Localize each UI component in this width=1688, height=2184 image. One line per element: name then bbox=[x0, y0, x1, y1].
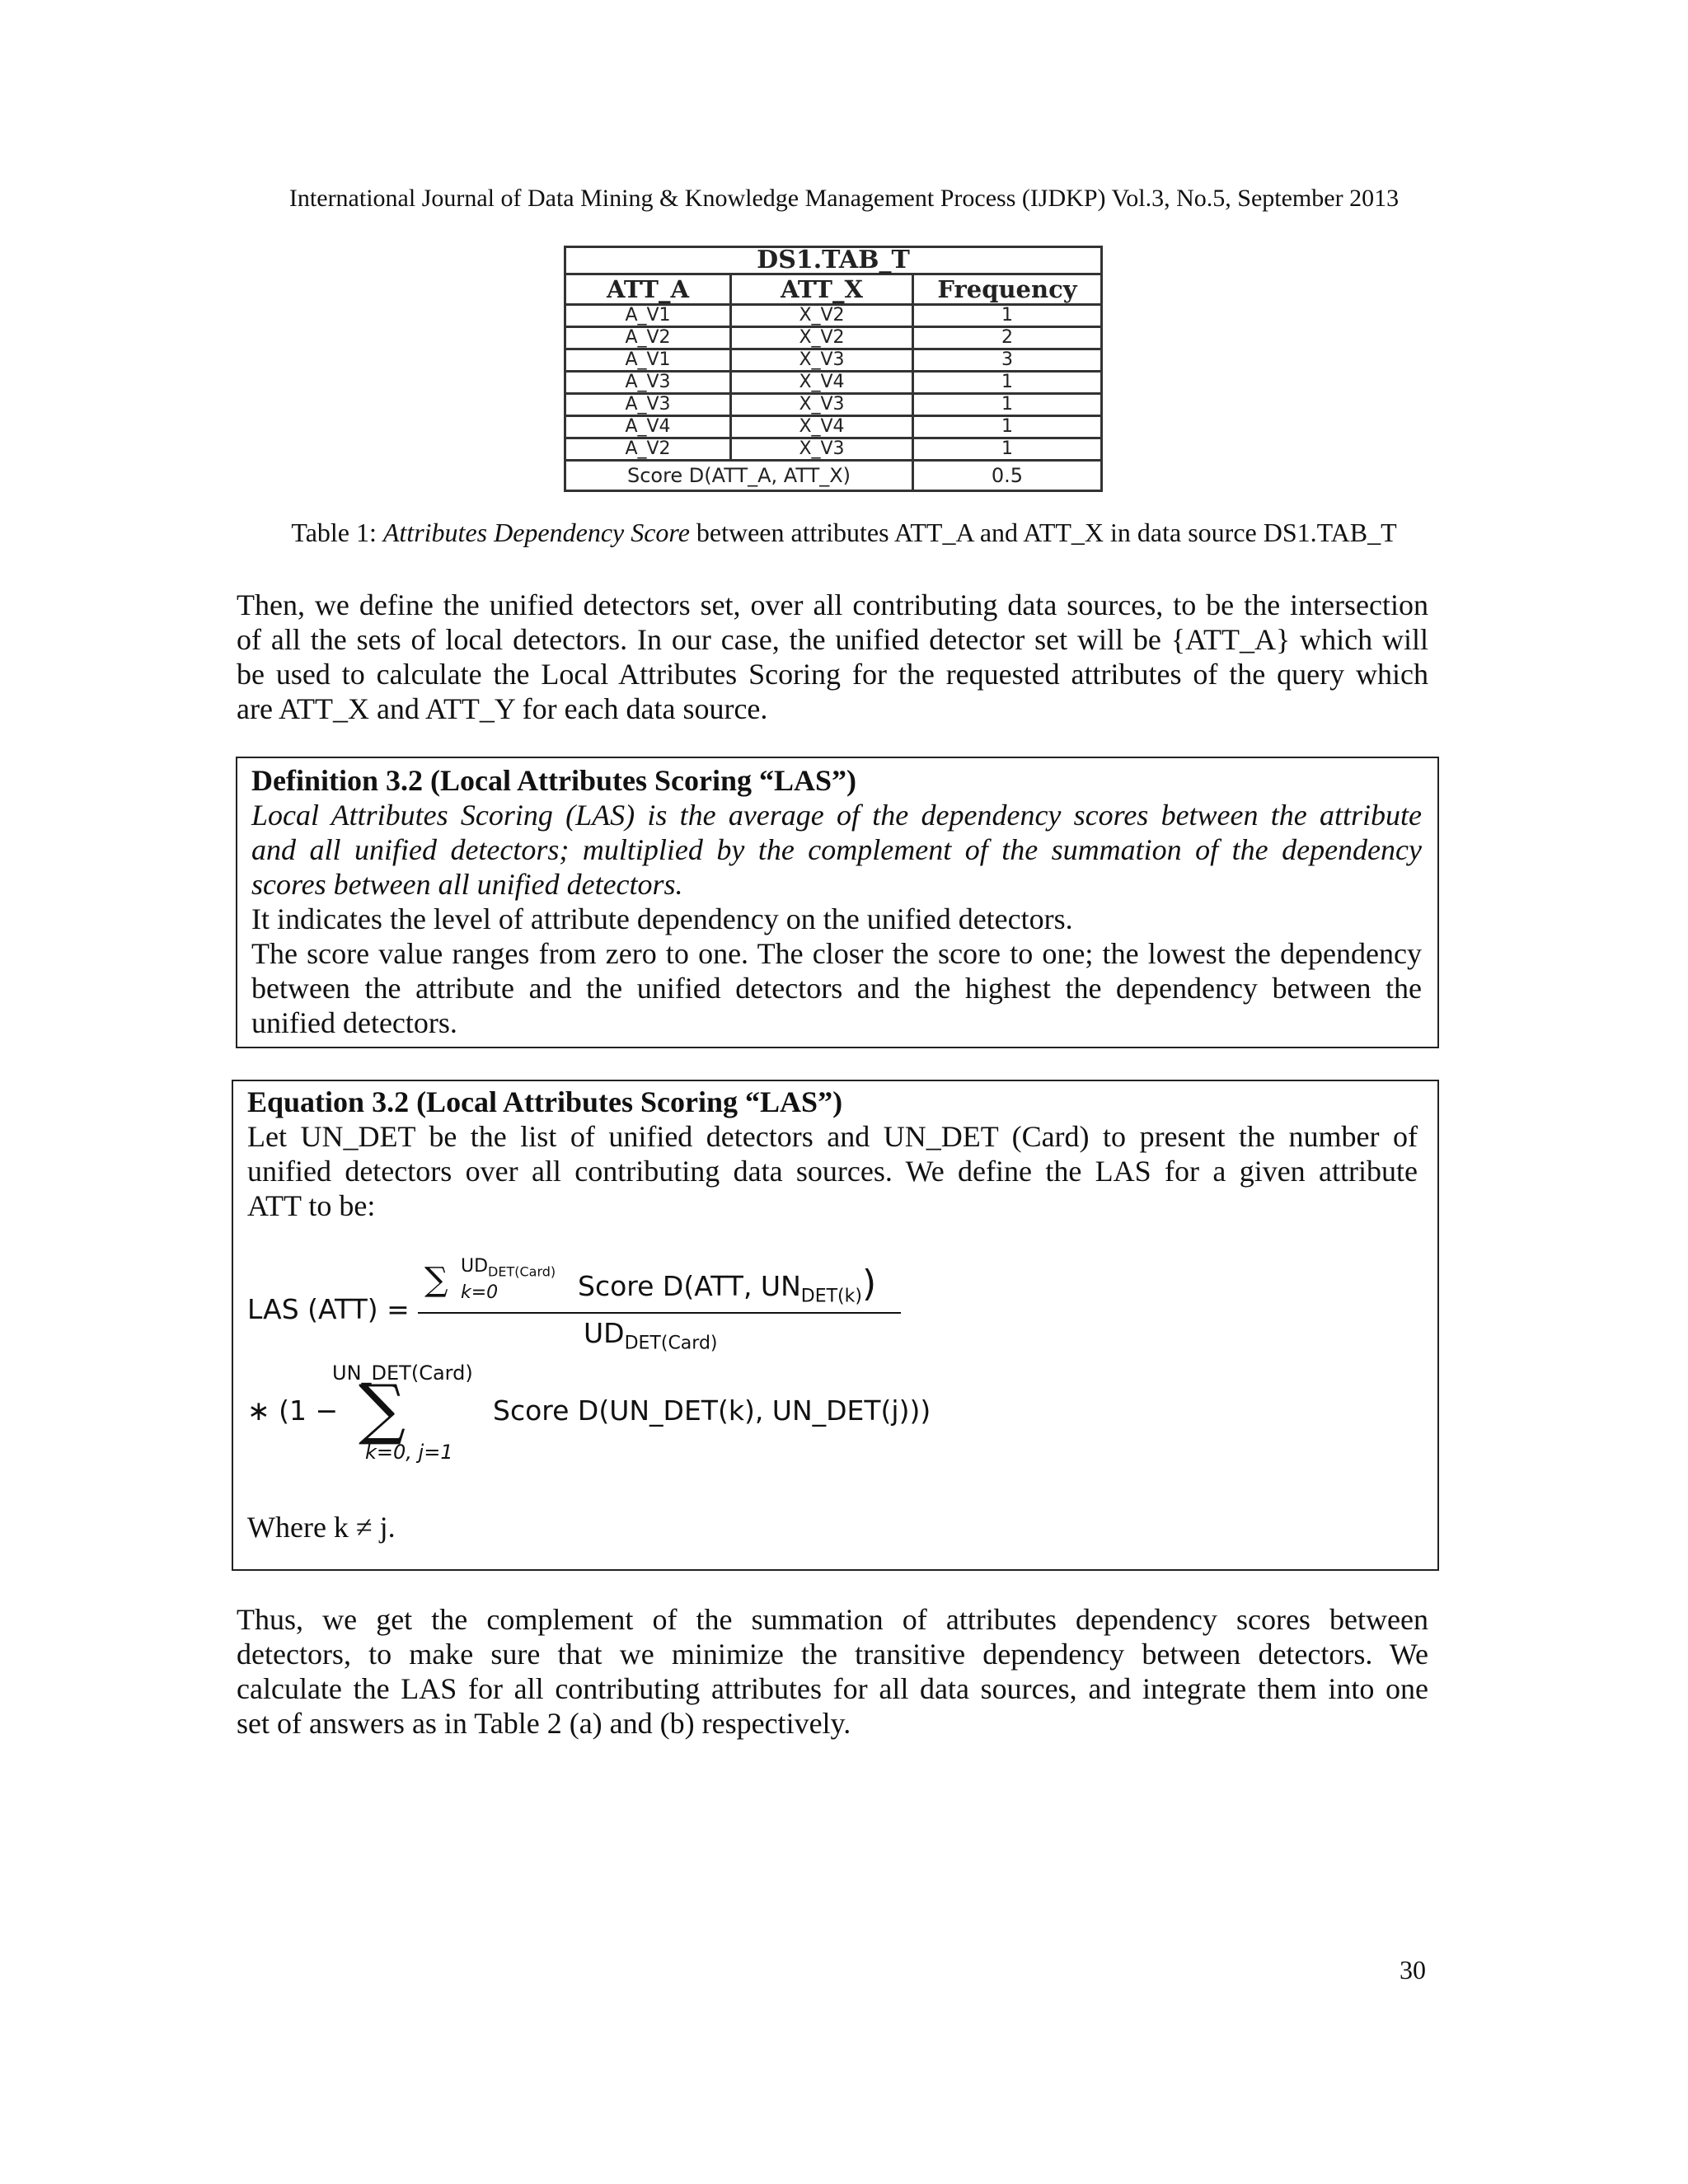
sum-icon: ∑ bbox=[359, 1371, 406, 1447]
text-line: detectors, to make sure that we minimize the transitive dependency between detectors. We bbox=[237, 1638, 1428, 1671]
definition-title: Definition 3.2 (Local Attributes Scoring “LAS”) bbox=[251, 764, 856, 797]
cell: X_V3 bbox=[731, 349, 913, 372]
cell: A_V3 bbox=[565, 394, 731, 416]
cell: 1 bbox=[913, 372, 1102, 394]
table-1 bbox=[564, 246, 1103, 492]
text-line: calculate the LAS for all contributing attributes for all data sources, and integrate them into one bbox=[237, 1672, 1428, 1705]
text-line: Thus, we get the complement of the summation of attributes dependency scores between bbox=[237, 1603, 1428, 1636]
cell: X_V3 bbox=[731, 394, 913, 416]
table-row bbox=[565, 416, 1102, 438]
text-line: Then, we define the unified detectors set, over all contributing data sources, to be the intersection bbox=[237, 588, 1428, 621]
where-clause: Where k ≠ j. bbox=[247, 1511, 396, 1544]
text-line: set of answers as in Table 2 (a) and (b) respectively. bbox=[237, 1707, 851, 1740]
definition-italic-line: Local Attributes Scoring (LAS) is the average of the dependency scores between the attribute bbox=[251, 799, 1422, 832]
cell: X_V3 bbox=[731, 438, 913, 461]
table-title: DS1.TAB_T bbox=[565, 247, 1102, 274]
cell: A_V4 bbox=[565, 416, 731, 438]
cell: A_V1 bbox=[565, 349, 731, 372]
equation-box bbox=[232, 1080, 1439, 1571]
cell: 2 bbox=[913, 327, 1102, 349]
cell: A_V1 bbox=[565, 305, 731, 327]
sum2-upper: UN_DET(Card) bbox=[332, 1361, 473, 1385]
numerator-term bbox=[578, 1263, 876, 1307]
equation-line: ATT to be: bbox=[247, 1189, 376, 1222]
cell: X_V2 bbox=[731, 327, 913, 349]
numerator-text: Score D(ATT, UN bbox=[578, 1270, 801, 1302]
denominator-sub: DET(Card) bbox=[624, 1333, 718, 1354]
table-caption bbox=[0, 518, 1688, 548]
definition-italic-line: and all unified detectors; multiplied by the complement of the summation of the dependency bbox=[251, 833, 1422, 866]
text-line: be used to calculate the Local Attributes Scoring for the requested attributes of the query which bbox=[237, 658, 1428, 691]
score-value: 0.5 bbox=[913, 461, 1102, 491]
table-row bbox=[565, 349, 1102, 372]
caption-suffix: between attributes ATT_A and ATT_X in data source DS1.TAB_T bbox=[689, 518, 1397, 547]
caption-prefix: Table 1: bbox=[291, 518, 383, 547]
equation-line: unified detectors over all contributing data sources. We define the LAS for a given attribute bbox=[247, 1155, 1418, 1188]
column-header-att-a: ATT_A bbox=[565, 274, 731, 305]
score-row bbox=[565, 461, 1102, 491]
text-line: are ATT_X and ATT_Y for each data source. bbox=[237, 692, 768, 725]
table-row bbox=[565, 305, 1102, 327]
text-line: of all the sets of local detectors. In our case, the unified detector set will be {ATT_A} which will bbox=[237, 623, 1428, 656]
cell: X_V2 bbox=[731, 305, 913, 327]
fraction-denominator bbox=[584, 1317, 718, 1354]
sum-icon: ∑ bbox=[424, 1261, 448, 1299]
equation-lhs: LAS (ATT) = bbox=[247, 1293, 410, 1325]
dependency-table bbox=[564, 246, 1103, 492]
sum1-upper-text: UD bbox=[461, 1256, 489, 1277]
numerator-close: ) bbox=[861, 1263, 877, 1305]
cell: 1 bbox=[913, 394, 1102, 416]
paragraph-2 bbox=[237, 1602, 1428, 1741]
table-row bbox=[565, 327, 1102, 349]
definition-line: The score value ranges from zero to one. The closer the score to one; the lowest the dependency bbox=[251, 937, 1422, 970]
definition-line: between the attribute and the unified detectors and the highest the dependency between the bbox=[251, 972, 1422, 1005]
table-row bbox=[565, 394, 1102, 416]
equation-title: Equation 3.2 (Local Attributes Scoring “LAS”) bbox=[247, 1085, 843, 1118]
score-label: Score D(ATT_A, ATT_X) bbox=[565, 461, 913, 491]
definition-line: unified detectors. bbox=[251, 1006, 457, 1039]
numerator-sub: DET(k) bbox=[800, 1286, 862, 1307]
sum1-upper-sub: DET(Card) bbox=[488, 1263, 556, 1280]
definition-line: It indicates the level of attribute dependency on the unified detectors. bbox=[251, 902, 1073, 935]
sum1-upper bbox=[461, 1256, 556, 1279]
cell: 3 bbox=[913, 349, 1102, 372]
cell: X_V4 bbox=[731, 372, 913, 394]
journal-header: International Journal of Data Mining & Knowledge Management Process (IJDKP) Vol.3, No.5, September 2013 bbox=[288, 185, 1400, 212]
denominator-text: UD bbox=[584, 1317, 625, 1349]
table-row bbox=[565, 372, 1102, 394]
paragraph-1 bbox=[237, 588, 1428, 726]
cell: 1 bbox=[913, 416, 1102, 438]
definition-box bbox=[236, 757, 1439, 1048]
sum1-lower: k=0 bbox=[461, 1282, 499, 1303]
cell: A_V2 bbox=[565, 327, 731, 349]
caption-italic: Attributes Dependency Score bbox=[382, 518, 690, 547]
fraction-numerator bbox=[424, 1256, 1135, 1307]
line2-prefix: ∗ (1 − bbox=[247, 1394, 339, 1427]
line2-term: Score D(UN_DET(k), UN_DET(j))) bbox=[493, 1394, 931, 1427]
cell: A_V2 bbox=[565, 438, 731, 461]
column-header-frequency: Frequency bbox=[913, 274, 1102, 305]
table-row bbox=[565, 438, 1102, 461]
page-number: 30 bbox=[1400, 1955, 1426, 1985]
fraction-bar bbox=[418, 1312, 901, 1314]
equation-content bbox=[247, 1085, 1418, 1223]
cell: X_V4 bbox=[731, 416, 913, 438]
cell: 1 bbox=[913, 305, 1102, 327]
sum2-lower: k=0, j=1 bbox=[365, 1441, 453, 1464]
definition-italic-line: scores between all unified detectors. bbox=[251, 868, 683, 901]
column-header-att-x: ATT_X bbox=[731, 274, 913, 305]
definition-content bbox=[251, 763, 1422, 1040]
cell: A_V3 bbox=[565, 372, 731, 394]
equation-line: Let UN_DET be the list of unified detectors and UN_DET (Card) to present the number of bbox=[247, 1120, 1418, 1153]
cell: 1 bbox=[913, 438, 1102, 461]
